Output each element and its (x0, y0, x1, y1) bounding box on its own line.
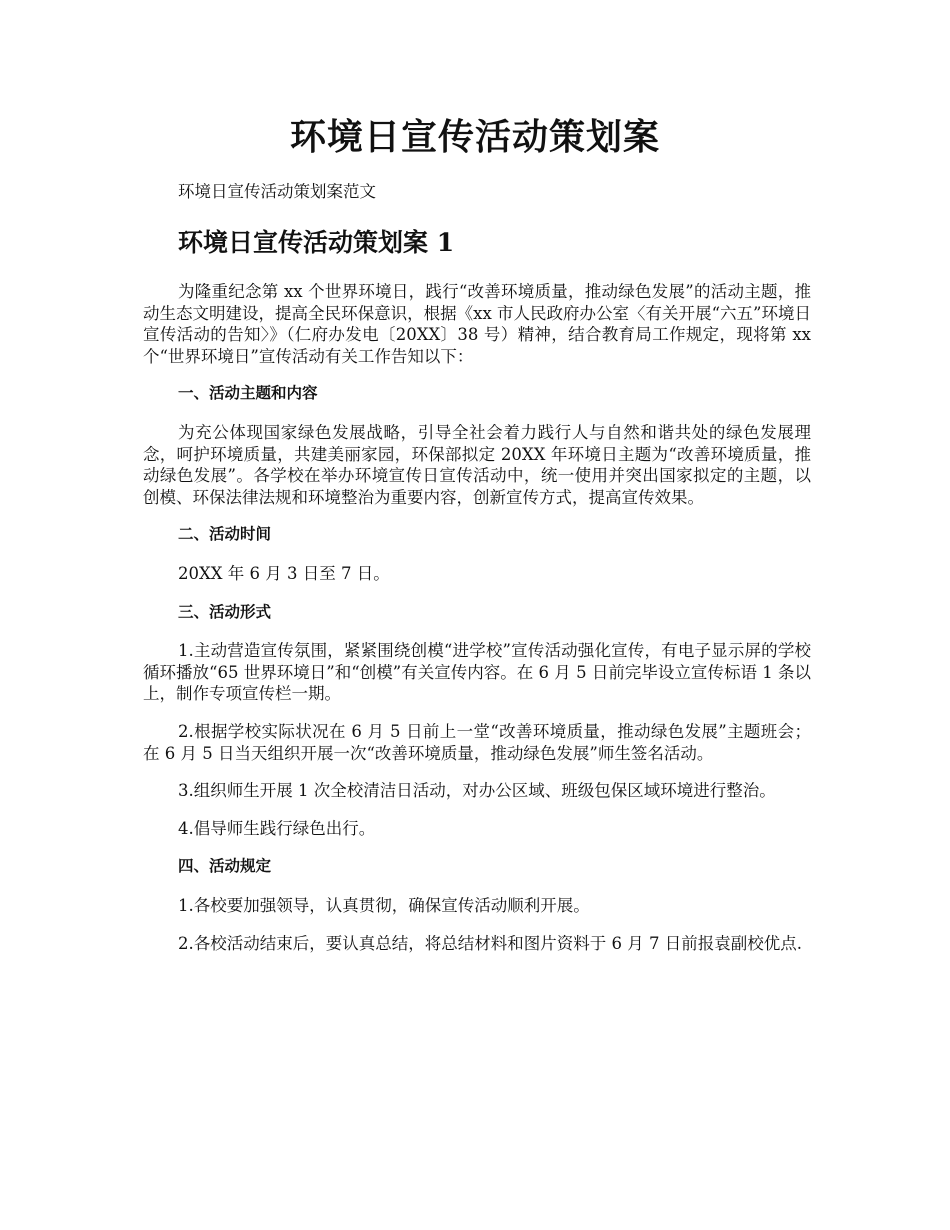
intro-paragraph: 为隆重纪念第 xx 个世界环境日，践行“改善环境质量，推动绿色发展”的活动主题，推动生态文明建设，提高全民环保意识，根据《xx 市人民政府办公室〈有关开展“六五”环境日宣传活动的告知〉》（仁府办发电〔20XX〕38 号）精神，结合教育局工作规定，现将第 xx 个“世界环境日”宣传活动有关工作告知以下： (143, 282, 811, 366)
list-item-form-4: 4.倡导师生践行绿色出行。 (178, 818, 376, 838)
section-title: 环境日宣传活动策划案 1 (178, 228, 455, 257)
list-item-form-3: 3.组织师生开展 1 次全校清洁日活动，对办公区域、班级包保区域环境进行整治。 (178, 781, 776, 801)
document-title: 环境日宣传活动策划案 (289, 116, 660, 158)
list-item-form-1: 1.主动营造宣传氛围，紧紧围绕创模“进学校”宣传活动强化宣传，有电子显示屏的学校循环播放“65 世界环境日”和“创模”有关宣传内容。在 6 月 5 日前完毕设立宣传标语 1 条以上，制作专项宣传栏一期。 (143, 641, 811, 704)
paragraph-time: 20XX 年 6 月 3 日至 7 日。 (178, 563, 390, 583)
paragraph-theme: 为充公体现国家绿色发展战略，引导全社会着力践行人与自然和谐共处的绿色发展理念，呵护环境质量，共建美丽家园，环保部拟定 20XX 年环境日主题为“改善环境质量，推动绿色发展”。各学校在举办环境宣传日宣传活动中，统一使用并突出国家拟定的主题，以创模、环保法律法规和环境整治为重要内容，创新宣传方式，提高宣传效果。 (143, 422, 811, 507)
list-item-form-2: 2.根据学校实际状况在 6 月 5 日前上一堂“改善环境质量，推动绿色发展”主题班会；在 6 月 5 日当天组织开展一次“改善环境质量，推动绿色发展”师生签名活动。 (143, 721, 811, 763)
document-subtitle: 环境日宣传活动策划案范文 (178, 182, 376, 201)
heading-rules: 四、活动规定 (178, 857, 272, 876)
heading-time: 二、活动时间 (178, 525, 272, 544)
heading-theme: 一、活动主题和内容 (178, 384, 318, 403)
document-body (143, 281, 811, 971)
heading-form: 三、活动形式 (178, 602, 272, 621)
list-item-rules-1: 1.各校要加强领导，认真贯彻，确保宣传活动顺利开展。 (178, 895, 590, 915)
list-item-rules-2: 2.各校活动结束后，要认真总结，将总结材料和图片资料于 6 月 7 日前报袁副校优点. (178, 934, 802, 954)
